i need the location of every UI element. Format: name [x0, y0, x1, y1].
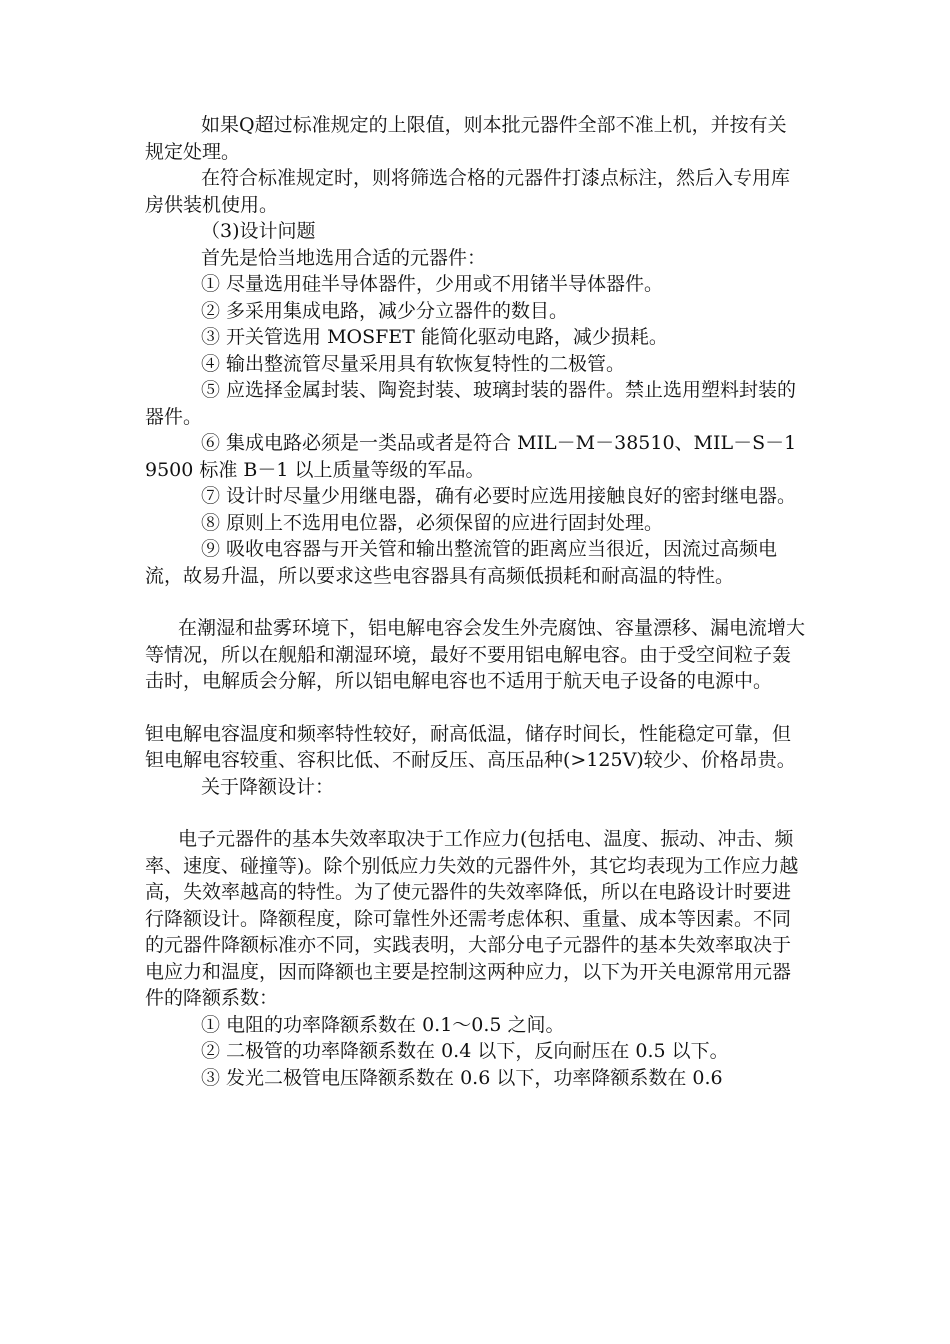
list-item-7: ⑦ 设计时尽量少用继电器，确有必要时应选用接触良好的密封继电器。	[201, 485, 797, 507]
list-item-6: ⑥ 集成电路必须是一类品或者是符合 MIL－M－38510、MIL－S－19500 标准 B－1 以上质量等级的军品。	[145, 432, 797, 481]
section-heading-derating: 关于降额设计：	[201, 775, 335, 798]
paragraph-qualified-marking: 在符合标准规定时，则将筛选合格的元器件打漆点标注，然后入专用库房供装机使用。	[145, 167, 791, 216]
document-body	[145, 112, 805, 1091]
section-heading-design: （3)设计问题	[201, 220, 316, 242]
list-item-9: ⑨ 吸收电容器与开关管和输出整流管的距离应当很近，因流过高频电流，故易升温，所以要求这些电容器具有高频低损耗和耐高温的特性。	[145, 538, 778, 587]
list-item-8: ⑧ 原则上不选用电位器，必须保留的应进行固封处理。	[201, 511, 664, 534]
list-item-1: ① 尽量选用硅半导体器件，少用或不用锗半导体器件。	[201, 273, 664, 295]
paragraph-tantalum-electrolytic: 钽电解电容温度和频率特性较好，耐高低温，储存时间长，性能稳定可靠，但钽电解电容较重、容积比低、不耐反压、高压品种(>125V)较少、价格昂贵。	[145, 722, 796, 771]
paragraph-component-selection-intro: 首先是恰当地选用合适的元器件：	[201, 246, 487, 269]
paragraph-q-limit: 如果Q超过标准规定的上限值，则本批元器件全部不准上机，并按有关规定处理。	[145, 114, 787, 163]
paragraph-spacer	[145, 800, 805, 826]
derating-item-2: ② 二极管的功率降额系数在 0.4 以下，反向耐压在 0.5 以下。	[201, 1040, 729, 1062]
list-item-2: ② 多采用集成电路，减少分立器件的数目。	[201, 299, 569, 322]
paragraph-derating-explanation: 电子元器件的基本失效率取决于工作应力(包括电、温度、振动、冲击、频率、速度、碰撞等)。除个别低应力失效的元器件外，其它均表现为工作应力越高，失效率越高的特性。为了使元器件的失效率降低，所以在电路设计时要进行降额设计。降额程度，除可靠性外还需考虑体积、重量、成本等因素。不同的元器件降额标准亦不同，实践表明，大部分电子元器件的基本失效率取决于电应力和温度，因而降额也主要是控制这两种应力，以下为开关电源常用元器件的降额系数：	[145, 828, 799, 1009]
list-item-4: ④ 输出整流管尽量采用具有软恢复特性的二极管。	[201, 352, 626, 375]
derating-item-1: ① 电阻的功率降额系数在 0.1～0.5 之间。	[201, 1013, 565, 1036]
list-item-3: ③ 开关管选用 MOSFET 能简化驱动电路，减少损耗。	[201, 326, 668, 348]
derating-item-3: ③ 发光二极管电压降额系数在 0.6 以下，功率降额系数在 0.6	[201, 1066, 723, 1089]
paragraph-spacer	[145, 589, 805, 615]
paragraph-aluminum-electrolytic: 在潮湿和盐雾环境下，铝电解电容会发生外壳腐蚀、容量漂移、漏电流增大等情况，所以在舰船和潮湿环境，最好不要用铝电解电容。由于受空间粒子轰击时，电解质会分解，所以铝电解电容也不适用于航天电子设备的电源中。	[145, 617, 806, 692]
list-item-5: ⑤ 应选择金属封装、陶瓷封装、玻璃封装的器件。禁止选用塑料封装的器件。	[145, 379, 797, 428]
paragraph-spacer	[145, 695, 805, 721]
